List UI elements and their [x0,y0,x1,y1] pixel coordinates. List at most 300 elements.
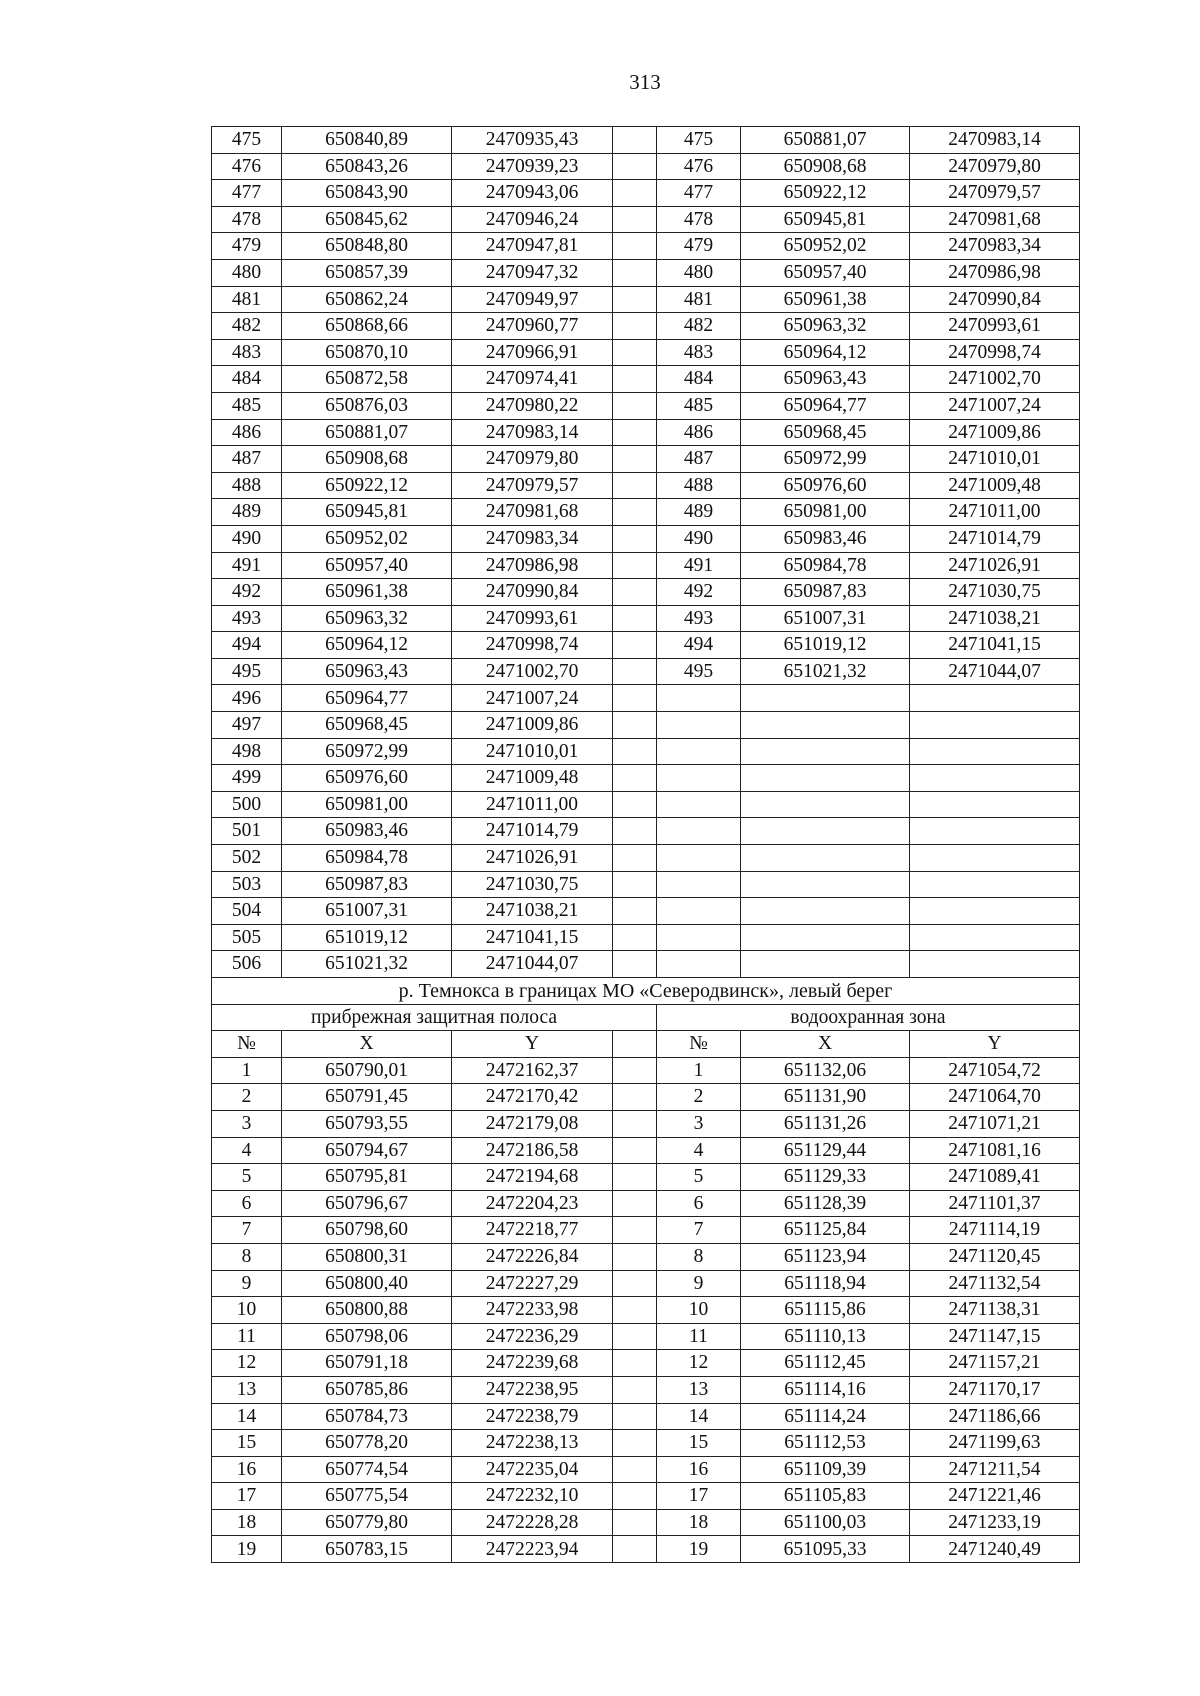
section-title-row [212,978,1080,1005]
column-header-row [212,1031,1080,1058]
y-coordinate-right-cell: 2471030,75 [910,579,1080,606]
x-coordinate-right-cell: 650881,07 [741,127,910,154]
x-coordinate-cell: 650976,60 [282,765,452,792]
x-coordinate-right-cell: 651021,32 [741,658,910,685]
x-coordinate-cell: 650872,58 [282,366,452,393]
page-number: 313 [629,70,661,94]
table-row [212,924,1080,951]
y-coordinate-right-cell: 2471038,21 [910,605,1080,632]
table-row [212,1456,1080,1483]
y-coordinate-cell: 2472233,98 [452,1297,613,1324]
y-coordinate-cell: 2471014,79 [452,818,613,845]
point-number-cell: 504 [212,898,282,925]
point-number-cell: 5 [212,1164,282,1191]
point-number-right-cell: 9 [657,1270,741,1297]
table-row [212,845,1080,872]
spacer-cell [613,632,657,659]
point-number-right-cell: 11 [657,1323,741,1350]
y-coordinate-right-cell: 2471211,54 [910,1456,1080,1483]
point-number-cell: 482 [212,313,282,340]
spacer-cell [613,313,657,340]
point-number-right-cell: 482 [657,313,741,340]
y-coordinate-right-cell: 2471071,21 [910,1110,1080,1137]
y-coordinate-right-cell: 2471132,54 [910,1270,1080,1297]
y-coordinate-right-cell: 2471138,31 [910,1297,1080,1324]
column-header-right-x: X [741,1031,910,1058]
spacer-cell [613,499,657,526]
table-row [212,499,1080,526]
x-coordinate-right-cell: 651109,39 [741,1456,910,1483]
point-number-right-cell: 478 [657,206,741,233]
y-coordinate-cell: 2472238,13 [452,1430,613,1457]
spacer-cell [613,658,657,685]
point-number-right-cell [657,765,741,792]
table-row [212,127,1080,154]
x-coordinate-right-cell: 650957,40 [741,259,910,286]
right-subheading: водоохранная зона [657,1004,1080,1031]
y-coordinate-right-cell [910,818,1080,845]
x-coordinate-cell: 650857,39 [282,259,452,286]
x-coordinate-right-cell: 650983,46 [741,525,910,552]
x-coordinate-right-cell: 650945,81 [741,206,910,233]
x-coordinate-cell: 650800,40 [282,1270,452,1297]
table-body-bottom [212,1057,1080,1562]
section-header [212,978,1080,1058]
table-row [212,1190,1080,1217]
point-number-right-cell: 3 [657,1110,741,1137]
left-subheading: прибрежная защитная полоса [212,1004,657,1031]
point-number-right-cell: 7 [657,1217,741,1244]
y-coordinate-cell: 2471038,21 [452,898,613,925]
table-row [212,1057,1080,1084]
point-number-right-cell [657,845,741,872]
point-number-cell: 492 [212,579,282,606]
point-number-right-cell [657,818,741,845]
y-coordinate-right-cell [910,951,1080,978]
x-coordinate-cell: 650908,68 [282,446,452,473]
table-row [212,419,1080,446]
point-number-cell: 4 [212,1137,282,1164]
x-coordinate-cell: 650952,02 [282,525,452,552]
point-number-right-cell: 13 [657,1376,741,1403]
point-number-cell: 488 [212,472,282,499]
x-coordinate-cell: 650870,10 [282,339,452,366]
x-coordinate-right-cell: 651123,94 [741,1243,910,1270]
spacer-cell [613,1403,657,1430]
point-number-cell: 477 [212,180,282,207]
x-coordinate-right-cell [741,898,910,925]
y-coordinate-right-cell [910,791,1080,818]
y-coordinate-right-cell: 2471010,01 [910,446,1080,473]
table-row [212,552,1080,579]
y-coordinate-right-cell: 2471114,19 [910,1217,1080,1244]
y-coordinate-cell: 2470993,61 [452,605,613,632]
point-number-right-cell [657,712,741,739]
point-number-cell: 1 [212,1057,282,1084]
point-number-cell: 16 [212,1456,282,1483]
y-coordinate-right-cell: 2471199,63 [910,1430,1080,1457]
point-number-cell: 495 [212,658,282,685]
x-coordinate-right-cell: 651115,86 [741,1297,910,1324]
table-row [212,153,1080,180]
table-row [212,1270,1080,1297]
point-number-cell: 10 [212,1297,282,1324]
x-coordinate-cell: 650984,78 [282,845,452,872]
x-coordinate-right-cell: 651114,24 [741,1403,910,1430]
point-number-cell: 8 [212,1243,282,1270]
point-number-right-cell: 14 [657,1403,741,1430]
spacer-cell [613,1536,657,1563]
x-coordinate-right-cell [741,845,910,872]
x-coordinate-cell: 650963,32 [282,605,452,632]
spacer-cell [613,392,657,419]
table-row [212,1243,1080,1270]
y-coordinate-cell: 2470960,77 [452,313,613,340]
x-coordinate-right-cell: 650972,99 [741,446,910,473]
column-header-left-number: № [212,1031,282,1058]
x-coordinate-cell: 650964,77 [282,685,452,712]
x-coordinate-right-cell: 651132,06 [741,1057,910,1084]
point-number-right-cell: 12 [657,1350,741,1377]
point-number-cell: 499 [212,765,282,792]
y-coordinate-cell: 2471007,24 [452,685,613,712]
point-number-right-cell: 487 [657,446,741,473]
y-coordinate-right-cell: 2470979,80 [910,153,1080,180]
y-coordinate-cell: 2470939,23 [452,153,613,180]
x-coordinate-cell: 650794,67 [282,1137,452,1164]
table-row [212,206,1080,233]
point-number-cell: 497 [212,712,282,739]
spacer-cell [613,153,657,180]
y-coordinate-cell: 2471009,48 [452,765,613,792]
spacer-cell [613,1297,657,1324]
spacer-cell [613,446,657,473]
x-coordinate-cell: 650981,00 [282,791,452,818]
y-coordinate-cell: 2472170,42 [452,1084,613,1111]
x-coordinate-cell: 650945,81 [282,499,452,526]
table-row [212,1297,1080,1324]
y-coordinate-right-cell: 2471044,07 [910,658,1080,685]
spacer-cell [613,712,657,739]
table-row [212,1110,1080,1137]
spacer-cell [613,818,657,845]
y-coordinate-cell: 2470990,84 [452,579,613,606]
table-row [212,1509,1080,1536]
x-coordinate-cell: 651007,31 [282,898,452,925]
y-coordinate-right-cell [910,765,1080,792]
y-coordinate-cell: 2470998,74 [452,632,613,659]
y-coordinate-right-cell: 2471101,37 [910,1190,1080,1217]
table-row [212,180,1080,207]
y-coordinate-right-cell: 2471054,72 [910,1057,1080,1084]
y-coordinate-right-cell [910,712,1080,739]
point-number-right-cell: 488 [657,472,741,499]
x-coordinate-cell: 650840,89 [282,127,452,154]
table-row [212,898,1080,925]
y-coordinate-cell: 2470974,41 [452,366,613,393]
table-row [212,791,1080,818]
point-number-cell: 9 [212,1270,282,1297]
spacer-cell [613,898,657,925]
point-number-right-cell: 494 [657,632,741,659]
point-number-right-cell [657,924,741,951]
table-row [212,1430,1080,1457]
point-number-right-cell: 479 [657,233,741,260]
x-coordinate-right-cell [741,871,910,898]
x-coordinate-right-cell [741,765,910,792]
point-number-cell: 14 [212,1403,282,1430]
table-row [212,392,1080,419]
y-coordinate-right-cell: 2471157,21 [910,1350,1080,1377]
spacer-cell [613,552,657,579]
x-coordinate-right-cell: 651095,33 [741,1536,910,1563]
spacer-cell [613,845,657,872]
x-coordinate-cell: 650964,12 [282,632,452,659]
x-coordinate-cell: 650790,01 [282,1057,452,1084]
spacer-cell [613,233,657,260]
table-row [212,1376,1080,1403]
x-coordinate-right-cell: 650963,43 [741,366,910,393]
x-coordinate-cell: 650968,45 [282,712,452,739]
x-coordinate-cell: 650961,38 [282,579,452,606]
point-number-right-cell [657,685,741,712]
table-row [212,366,1080,393]
y-coordinate-right-cell: 2471011,00 [910,499,1080,526]
x-coordinate-right-cell: 650981,00 [741,499,910,526]
y-coordinate-cell: 2470983,34 [452,525,613,552]
point-number-right-cell: 18 [657,1509,741,1536]
point-number-cell: 489 [212,499,282,526]
x-coordinate-cell: 650922,12 [282,472,452,499]
point-number-cell: 496 [212,685,282,712]
point-number-cell: 478 [212,206,282,233]
point-number-right-cell: 4 [657,1137,741,1164]
point-number-cell: 490 [212,525,282,552]
point-number-right-cell: 8 [657,1243,741,1270]
spacer-cell [613,951,657,978]
column-header-left-y: Y [452,1031,613,1058]
y-coordinate-cell: 2470947,32 [452,259,613,286]
point-number-cell: 476 [212,153,282,180]
x-coordinate-right-cell: 651131,90 [741,1084,910,1111]
x-coordinate-right-cell: 651112,53 [741,1430,910,1457]
y-coordinate-right-cell: 2470983,14 [910,127,1080,154]
table-row [212,1137,1080,1164]
y-coordinate-right-cell: 2471002,70 [910,366,1080,393]
y-coordinate-cell: 2470943,06 [452,180,613,207]
point-number-cell: 501 [212,818,282,845]
y-coordinate-cell: 2471030,75 [452,871,613,898]
y-coordinate-cell: 2471009,86 [452,712,613,739]
point-number-cell: 486 [212,419,282,446]
point-number-cell: 13 [212,1376,282,1403]
y-coordinate-right-cell: 2471233,19 [910,1509,1080,1536]
x-coordinate-right-cell [741,685,910,712]
x-coordinate-cell: 650791,45 [282,1084,452,1111]
table-row [212,1483,1080,1510]
y-coordinate-right-cell: 2471026,91 [910,552,1080,579]
point-number-right-cell: 480 [657,259,741,286]
y-coordinate-right-cell: 2470993,61 [910,313,1080,340]
x-coordinate-cell: 650784,73 [282,1403,452,1430]
y-coordinate-cell: 2471041,15 [452,924,613,951]
point-number-right-cell: 10 [657,1297,741,1324]
x-coordinate-cell: 650783,15 [282,1536,452,1563]
x-coordinate-cell: 650778,20 [282,1430,452,1457]
y-coordinate-cell: 2472162,37 [452,1057,613,1084]
point-number-cell: 7 [212,1217,282,1244]
table-row [212,685,1080,712]
y-coordinate-cell: 2470946,24 [452,206,613,233]
y-coordinate-cell: 2472238,95 [452,1376,613,1403]
point-number-right-cell: 489 [657,499,741,526]
spacer-cell [613,685,657,712]
spacer-cell [613,1483,657,1510]
point-number-right-cell [657,738,741,765]
y-coordinate-cell: 2472238,79 [452,1403,613,1430]
point-number-cell: 481 [212,286,282,313]
spacer-cell [613,791,657,818]
y-coordinate-right-cell: 2471120,45 [910,1243,1080,1270]
point-number-cell: 19 [212,1536,282,1563]
table-row [212,1403,1080,1430]
y-coordinate-cell: 2472239,68 [452,1350,613,1377]
point-number-right-cell: 481 [657,286,741,313]
y-coordinate-right-cell: 2471014,79 [910,525,1080,552]
y-coordinate-cell: 2472228,28 [452,1509,613,1536]
x-coordinate-cell: 651019,12 [282,924,452,951]
y-coordinate-cell: 2472179,08 [452,1110,613,1137]
y-coordinate-cell: 2470983,14 [452,419,613,446]
y-coordinate-right-cell: 2471009,48 [910,472,1080,499]
y-coordinate-right-cell [910,924,1080,951]
point-number-right-cell: 490 [657,525,741,552]
y-coordinate-right-cell [910,685,1080,712]
x-coordinate-right-cell: 650976,60 [741,472,910,499]
table-row [212,765,1080,792]
point-number-cell: 15 [212,1430,282,1457]
table-body-top [212,127,1080,978]
x-coordinate-right-cell [741,951,910,978]
y-coordinate-right-cell: 2470998,74 [910,339,1080,366]
y-coordinate-right-cell: 2470983,34 [910,233,1080,260]
point-number-right-cell [657,871,741,898]
y-coordinate-right-cell: 2470990,84 [910,286,1080,313]
point-number-right-cell: 5 [657,1164,741,1191]
x-coordinate-cell: 650793,55 [282,1110,452,1137]
table-row [212,525,1080,552]
point-number-cell: 6 [212,1190,282,1217]
point-number-right-cell: 16 [657,1456,741,1483]
table-row [212,738,1080,765]
point-number-right-cell: 493 [657,605,741,632]
y-coordinate-cell: 2472194,68 [452,1164,613,1191]
x-coordinate-right-cell: 650963,32 [741,313,910,340]
point-number-right-cell: 475 [657,127,741,154]
point-number-right-cell: 6 [657,1190,741,1217]
y-coordinate-cell: 2472226,84 [452,1243,613,1270]
spacer-cell [613,1323,657,1350]
x-coordinate-cell: 650972,99 [282,738,452,765]
spacer-cell [613,1110,657,1137]
x-coordinate-cell: 650862,24 [282,286,452,313]
point-number-right-cell [657,791,741,818]
table-row [212,712,1080,739]
x-coordinate-cell: 650845,62 [282,206,452,233]
point-number-cell: 484 [212,366,282,393]
y-coordinate-right-cell [910,898,1080,925]
x-coordinate-cell: 651021,32 [282,951,452,978]
y-coordinate-cell: 2472236,29 [452,1323,613,1350]
y-coordinate-right-cell: 2470986,98 [910,259,1080,286]
spacer-cell [613,871,657,898]
y-coordinate-cell: 2470949,97 [452,286,613,313]
y-coordinate-cell: 2471002,70 [452,658,613,685]
column-header-right-number: № [657,1031,741,1058]
x-coordinate-right-cell [741,818,910,845]
spacer-cell [613,1057,657,1084]
x-coordinate-cell: 650983,46 [282,818,452,845]
x-coordinate-cell: 650785,86 [282,1376,452,1403]
spacer-cell [613,1430,657,1457]
y-coordinate-cell: 2470979,57 [452,472,613,499]
x-coordinate-right-cell [741,791,910,818]
x-coordinate-cell: 650848,80 [282,233,452,260]
table-row [212,1323,1080,1350]
x-coordinate-cell: 650963,43 [282,658,452,685]
x-coordinate-cell: 650775,54 [282,1483,452,1510]
table-row [212,1350,1080,1377]
x-coordinate-right-cell [741,924,910,951]
x-coordinate-cell: 650800,31 [282,1243,452,1270]
x-coordinate-cell: 650881,07 [282,419,452,446]
y-coordinate-cell: 2470979,80 [452,446,613,473]
x-coordinate-cell: 650795,81 [282,1164,452,1191]
point-number-cell: 12 [212,1350,282,1377]
y-coordinate-cell: 2471044,07 [452,951,613,978]
x-coordinate-right-cell: 651112,45 [741,1350,910,1377]
y-coordinate-cell: 2470947,81 [452,233,613,260]
spacer-cell [613,180,657,207]
spacer-cell [613,1350,657,1377]
y-coordinate-cell: 2472235,04 [452,1456,613,1483]
y-coordinate-right-cell: 2471240,49 [910,1536,1080,1563]
x-coordinate-right-cell: 651019,12 [741,632,910,659]
y-coordinate-right-cell: 2471186,66 [910,1403,1080,1430]
point-number-cell: 494 [212,632,282,659]
y-coordinate-right-cell: 2471081,16 [910,1137,1080,1164]
point-number-right-cell: 1 [657,1057,741,1084]
y-coordinate-right-cell: 2471170,17 [910,1376,1080,1403]
y-coordinate-right-cell: 2471147,15 [910,1323,1080,1350]
table-row [212,818,1080,845]
point-number-right-cell: 477 [657,180,741,207]
y-coordinate-right-cell: 2470981,68 [910,206,1080,233]
point-number-cell: 11 [212,1323,282,1350]
x-coordinate-cell: 650843,90 [282,180,452,207]
y-coordinate-right-cell: 2471089,41 [910,1164,1080,1191]
point-number-cell: 3 [212,1110,282,1137]
x-coordinate-right-cell [741,738,910,765]
point-number-cell: 502 [212,845,282,872]
x-coordinate-right-cell: 650984,78 [741,552,910,579]
spacer-cell [613,259,657,286]
point-number-right-cell: 19 [657,1536,741,1563]
point-number-right-cell: 483 [657,339,741,366]
y-coordinate-cell: 2472186,58 [452,1137,613,1164]
column-header-left-x: X [282,1031,452,1058]
x-coordinate-cell: 650774,54 [282,1456,452,1483]
